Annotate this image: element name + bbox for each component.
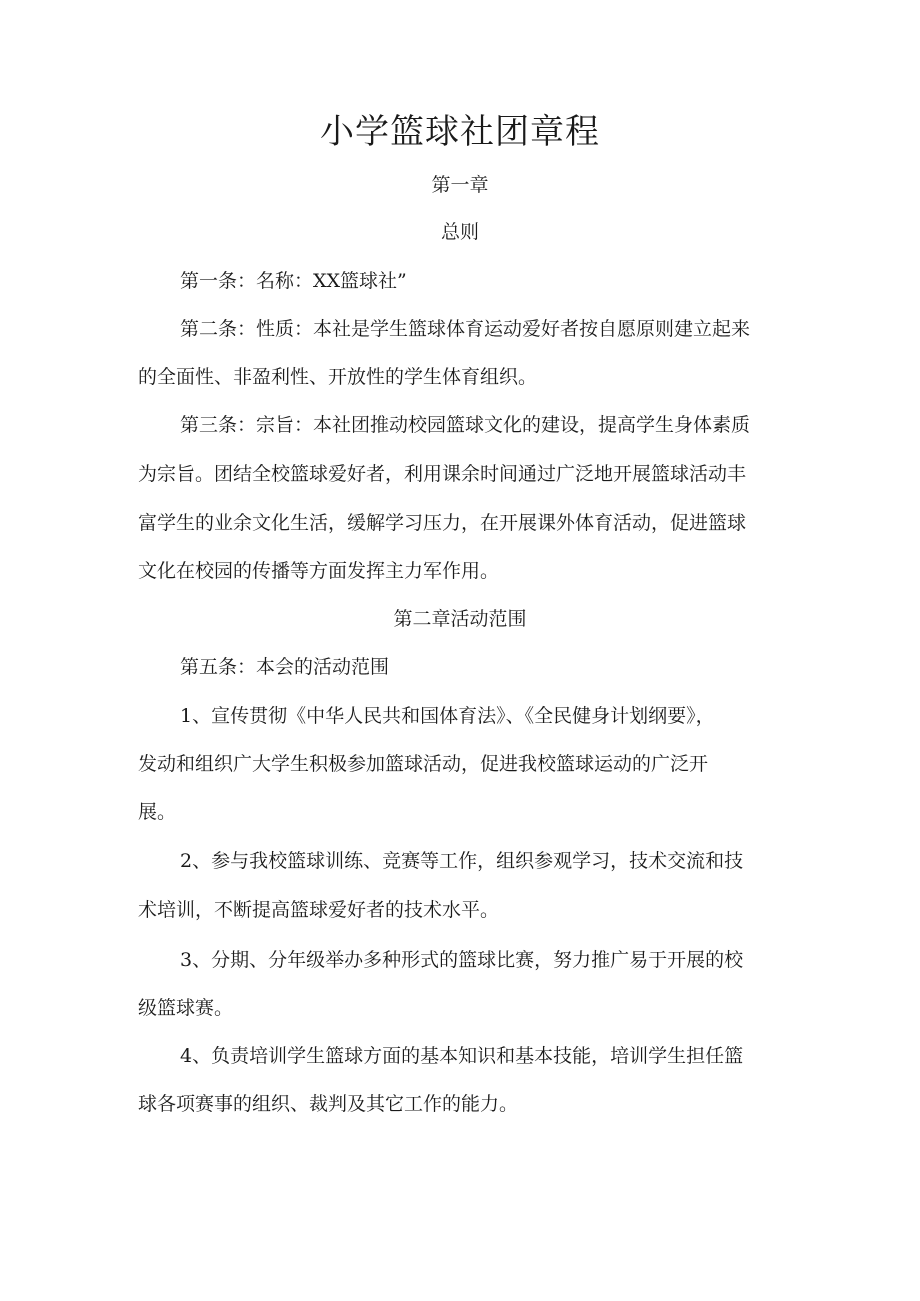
item-3-line-1: 3、分期、分年级举办多种形式的篮球比赛，努力推广易于开展的校 xyxy=(180,949,744,971)
chapter-1-label: 第一章 xyxy=(431,174,489,196)
article-3-line-3: 富学生的业余文化生活，缓解学习压力，在开展课外体育活动，促进篮球 xyxy=(138,512,747,534)
item-1-line-1: 1、宣传贯彻《中华人民共和国体育法》、《全民健身计划纲要》， xyxy=(180,705,715,727)
article-1: 第一条：名称：XX篮球社” xyxy=(180,270,407,292)
item-2-line-2: 术培训，不断提高篮球爱好者的技术水平。 xyxy=(138,899,500,921)
item-3-line-2: 级篮球赛。 xyxy=(138,997,234,1019)
article-2-line-2: 的全面性、非盈利性、开放性的学生体育组织。 xyxy=(138,366,538,388)
chapter-1-name: 总则 xyxy=(440,221,479,243)
article-5: 第五条：本会的活动范围 xyxy=(180,656,390,678)
article-3-line-2: 为宗旨。团结全校篮球爱好者，利用课余时间通过广泛地开展篮球活动丰 xyxy=(138,463,747,485)
item-1-line-3: 展。 xyxy=(138,801,177,823)
document-title: 小学篮球社团章程 xyxy=(320,112,600,152)
item-4-line-2: 球各项赛事的组织、裁判及其它工作的能力。 xyxy=(138,1093,519,1115)
item-1-line-2: 发动和组织广大学生积极参加篮球活动，促进我校篮球运动的广泛开 xyxy=(138,753,709,775)
item-4-line-1: 4、负责培训学生篮球方面的基本知识和基本技能，培训学生担任篮 xyxy=(180,1045,744,1067)
article-3-line-1: 第三条：宗旨：本社团推动校园篮球文化的建设，提高学生身体素质 xyxy=(180,414,751,436)
chapter-2-heading: 第二章活动范围 xyxy=(393,608,527,630)
article-2-line-1: 第二条：性质：本社是学生篮球体育运动爱好者按自愿原则建立起来 xyxy=(180,318,751,340)
article-3-line-4: 文化在校园的传播等方面发挥主力军作用。 xyxy=(138,560,500,582)
item-2-line-1: 2、参与我校篮球训练、竞赛等工作，组织参观学习，技术交流和技 xyxy=(180,850,744,872)
